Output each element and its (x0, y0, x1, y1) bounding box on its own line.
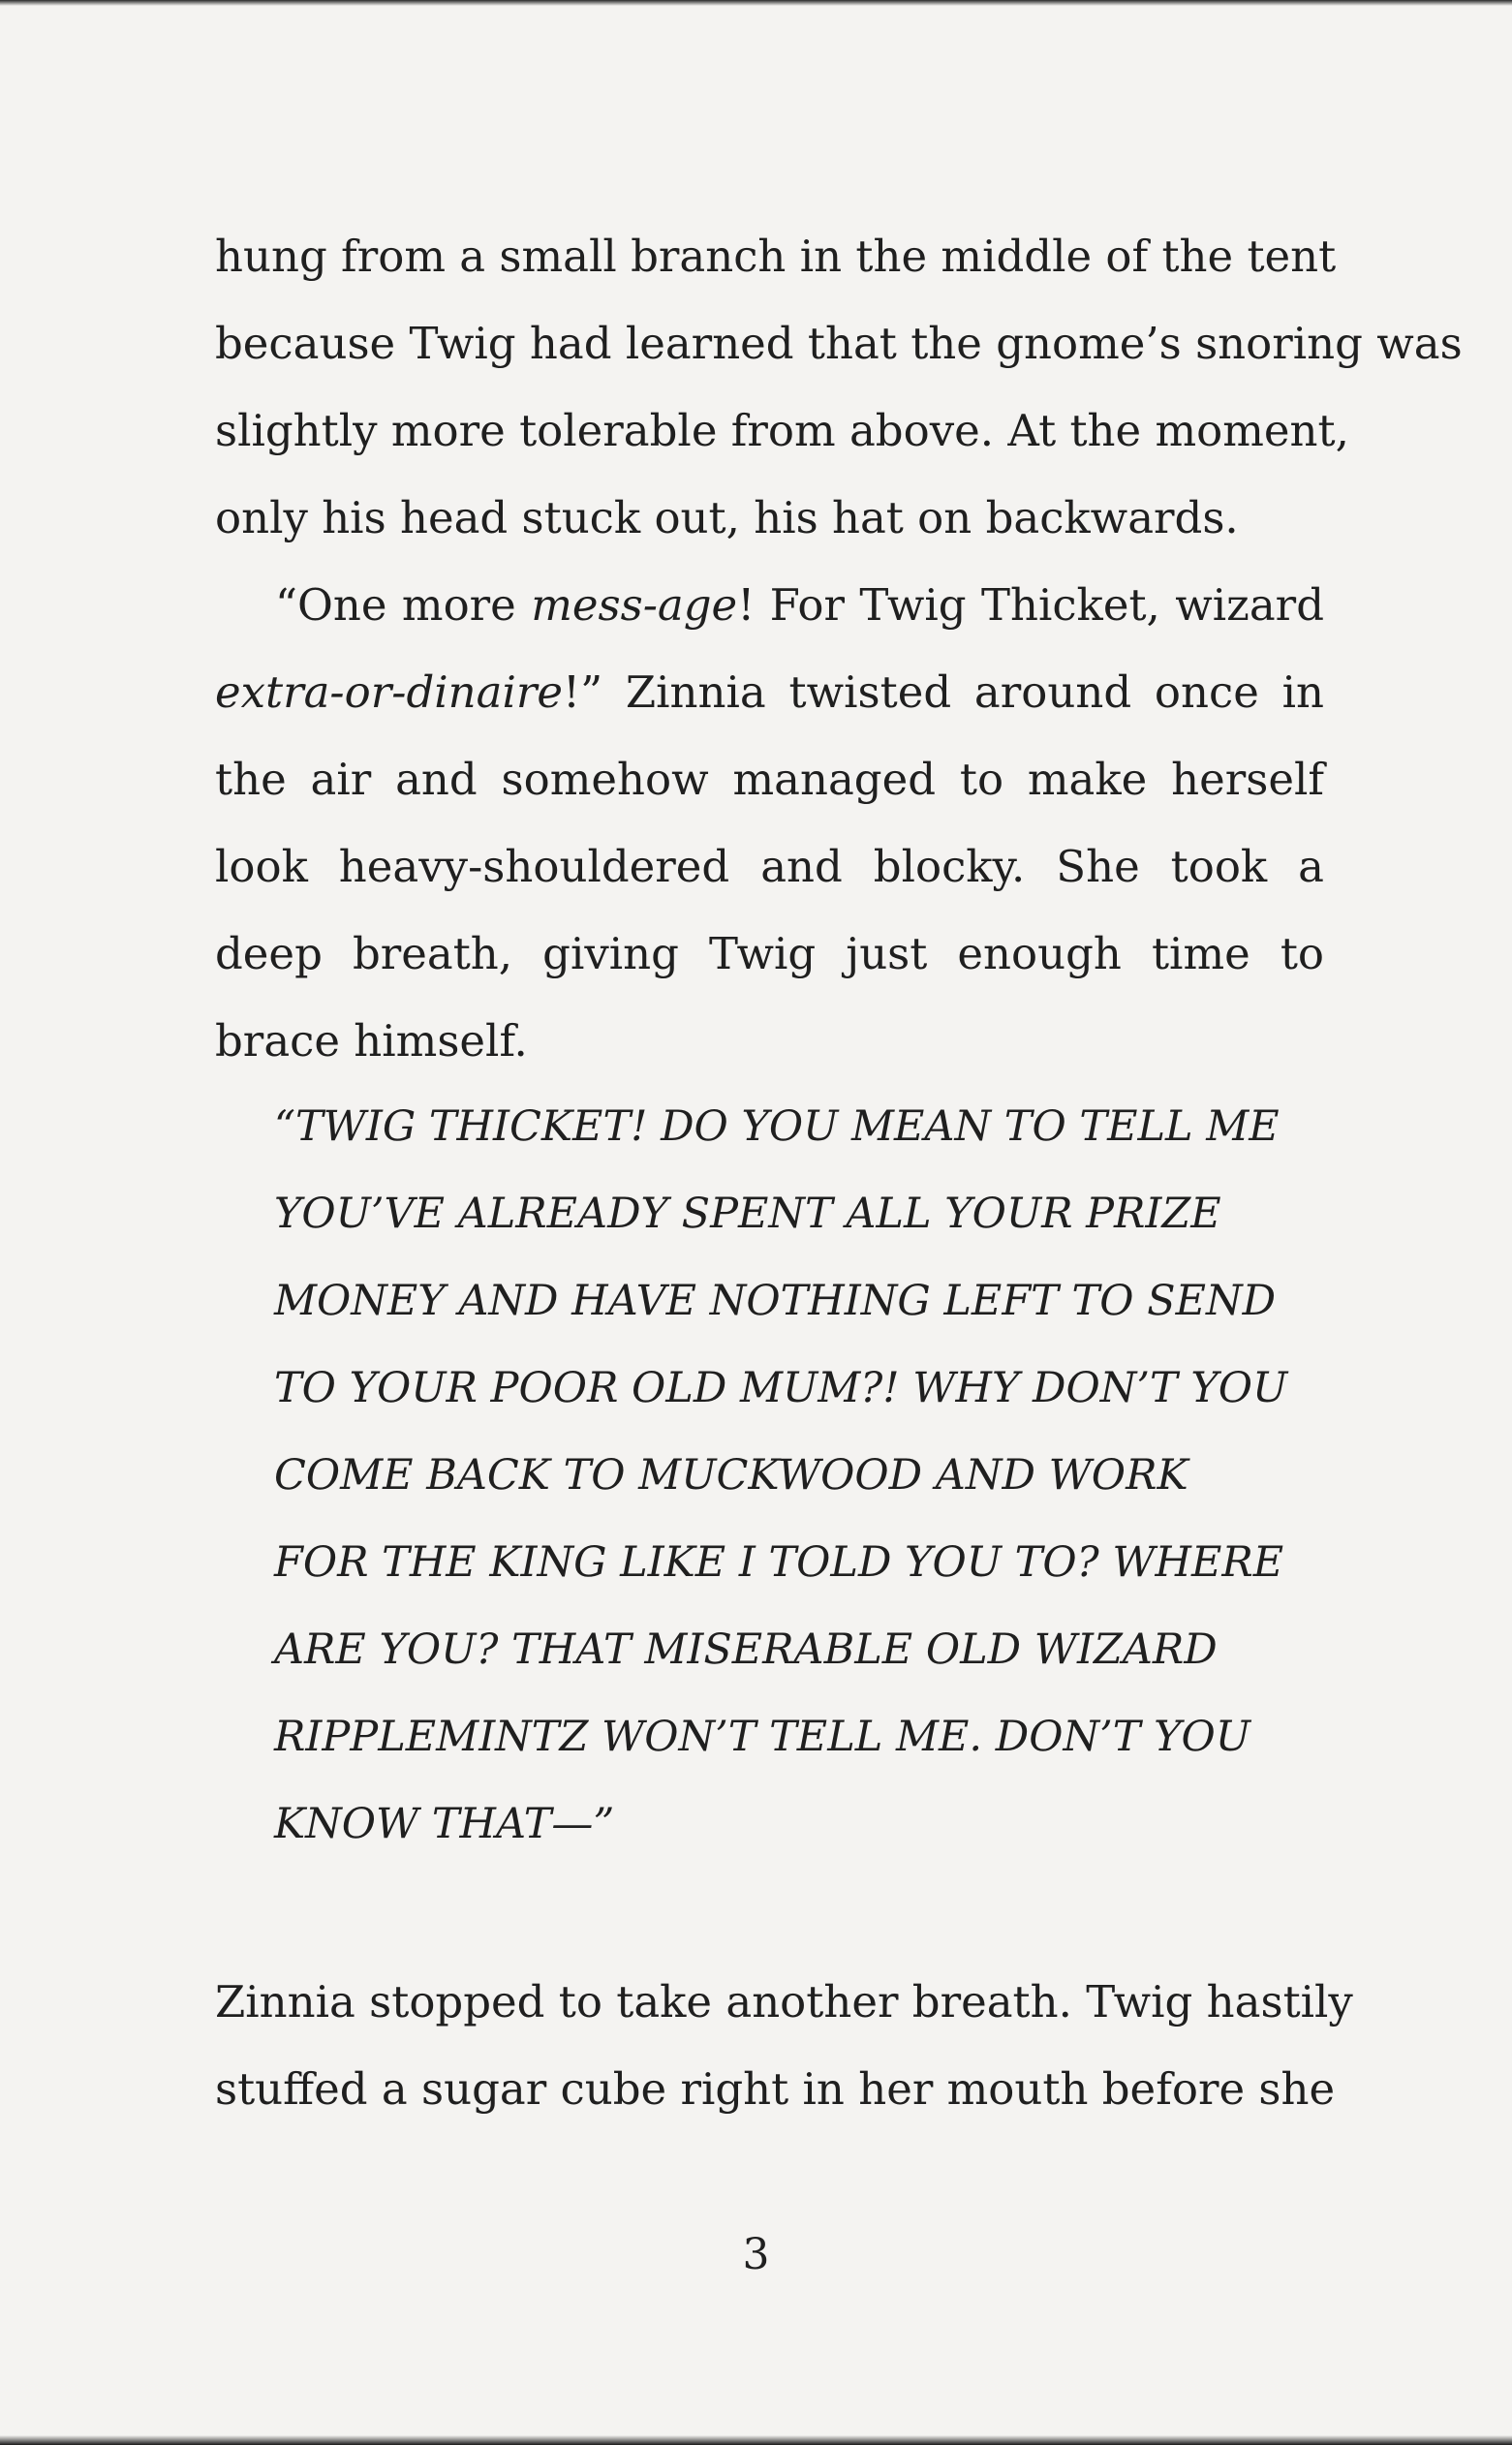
italic-text: mess-age (531, 579, 738, 631)
text-run: ! For Twig Thicket, wizard (737, 579, 1324, 631)
message-line: KNOW THAT—” (274, 1800, 615, 1848)
text-line: because Twig had learned that the gnome’s snoring was (215, 318, 1463, 369)
text-line: only his head stuck out, his hat on backwards. (215, 492, 1239, 543)
paragraph-zinnia-message (215, 562, 1324, 1085)
message-line: ARE YOU? THAT MISERABLE OLD WIZARD (274, 1625, 1218, 1674)
text-run: !” Zinnia twisted around once in the air and somehow managed to make herself look heavy-shouldered and blocky. She took a deep breath, giving Twig just enough time to brace himself. (215, 666, 1324, 1067)
page-top-shadow (0, 0, 1512, 6)
message-line: YOU’VE ALREADY SPENT ALL YOUR PRIZE (274, 1190, 1221, 1238)
message-line: MONEY AND HAVE NOTHING LEFT TO SEND (274, 1277, 1277, 1325)
message-line: RIPPLEMINTZ WON’T TELL ME. DON’T YOU (274, 1713, 1250, 1761)
italic-text: extra-or-dinaire (215, 666, 563, 718)
message-line: TO YOUR POOR OLD MUM?! WHY DON’T YOU (274, 1364, 1288, 1412)
message-line: FOR THE KING LIKE I TOLD YOU TO? WHERE (274, 1538, 1284, 1587)
body-text-top (215, 213, 1463, 1085)
text-line: hung from a small branch in the middle of the tent (215, 231, 1337, 282)
text-line: slightly more tolerable from above. At the moment, (215, 405, 1349, 456)
page-bottom-shadow (0, 2435, 1512, 2445)
message-line: COME BACK TO MUCKWOOD AND WORK (274, 1451, 1188, 1500)
text-line: stuffed a sugar cube right in her mouth before she (215, 2063, 1336, 2115)
text-run: “One more (275, 579, 532, 631)
page-number: 3 (742, 2230, 770, 2279)
paragraph-continued (215, 213, 1463, 562)
message-line: “TWIG THICKET! DO YOU MEAN TO TELL ME (274, 1102, 1280, 1151)
shouted-message (274, 1083, 1301, 1868)
paragraph-zinnia-breath (215, 1959, 1353, 2133)
body-text-bottom (215, 1959, 1353, 2133)
text-line: Zinnia stopped to take another breath. Twig hastily (215, 1976, 1353, 2027)
